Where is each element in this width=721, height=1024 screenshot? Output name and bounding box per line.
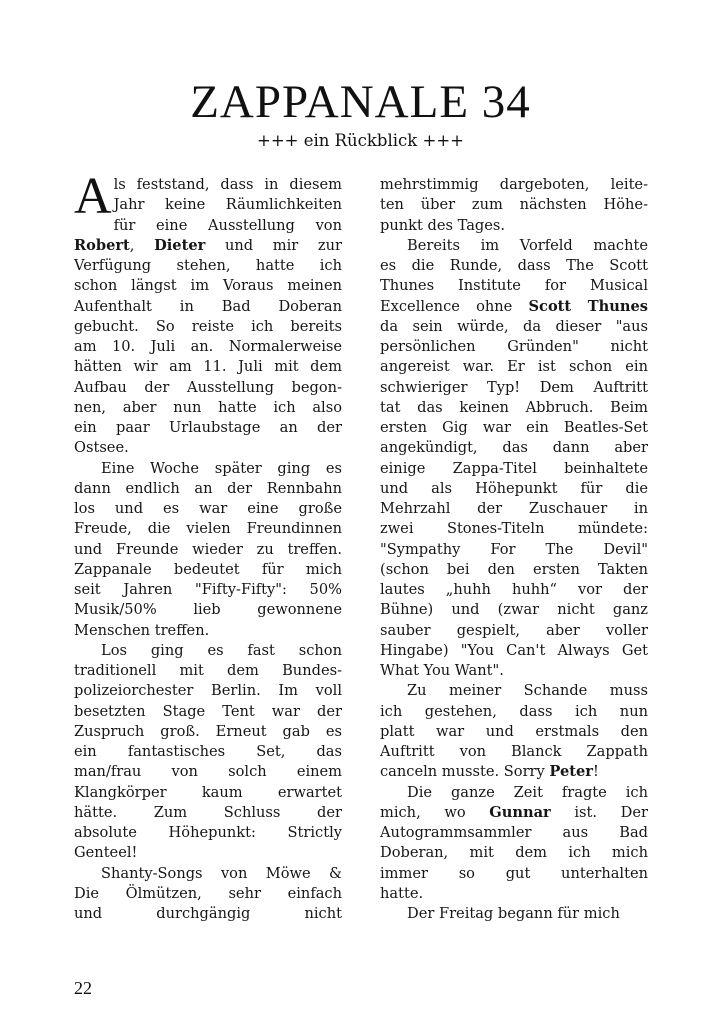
text-run: Doberan, mit dem ich mich — [380, 844, 648, 862]
text-run: tat das keinen Abbruch. Beim — [380, 398, 648, 416]
text-line — [74, 438, 342, 458]
text-line — [74, 722, 342, 742]
text-line — [380, 337, 648, 357]
text-run: sauber gespielt, aber voller — [380, 621, 648, 639]
text-line — [74, 195, 342, 215]
text-run: ist. Der — [550, 803, 648, 821]
text-run: absolute Höhepunkt: Strictly — [74, 824, 342, 841]
bold-name: Scott Thunes — [528, 297, 648, 315]
text-line — [380, 317, 648, 337]
text-line — [380, 378, 648, 398]
text-run: , — [129, 236, 155, 254]
text-line — [380, 803, 648, 823]
text-line — [74, 803, 342, 823]
text-line — [74, 681, 342, 701]
text-run: ein paar Urlaubstage an der — [74, 419, 342, 436]
text-run: Menschen treffen. — [74, 621, 210, 639]
text-line — [380, 742, 648, 762]
text-run: polizeiorchester Berlin. Im voll — [74, 682, 342, 700]
text-run: man/frau von solch einem — [74, 763, 342, 781]
text-line — [74, 621, 342, 641]
text-line — [74, 540, 342, 560]
text-line — [74, 864, 342, 884]
text-run: hätten wir am 11. Juli mit dem — [74, 358, 342, 376]
text-run: ! — [593, 763, 599, 781]
text-line — [74, 661, 342, 681]
text-run: Zuspruch groß. Erneut gab es — [74, 722, 342, 740]
text-run: Bühne) und (zwar nicht ganz — [380, 601, 648, 619]
text-run: (schon bei den ersten Takten — [380, 560, 648, 578]
text-line — [380, 702, 648, 722]
text-run: und Freunde wieder zu treffen. — [74, 540, 342, 558]
text-line — [380, 904, 648, 924]
text-run: Mehrzahl der Zuschauer in — [380, 500, 648, 517]
text-run: Aufenthalt in Bad Doberan — [74, 297, 342, 315]
text-run: persönlichen Gründen" nicht — [380, 338, 648, 355]
text-line — [74, 317, 342, 337]
text-line — [380, 276, 648, 296]
text-run: ein fantastisches Set, das — [74, 743, 342, 760]
text-line — [380, 175, 648, 195]
text-run: da sein würde, da dieser "aus — [380, 317, 648, 335]
text-line — [74, 884, 342, 904]
text-run: Autogrammsammler aus Bad — [380, 824, 648, 841]
text-line — [74, 580, 342, 600]
text-line — [380, 600, 648, 620]
text-line — [380, 661, 648, 681]
text-run: besetzten Stage Tent war der — [74, 702, 342, 720]
text-line — [74, 823, 342, 843]
text-run: nen, aber nun hatte ich also — [74, 398, 342, 416]
text-run: und mir zur — [205, 236, 342, 254]
text-run: traditionell mit dem Bundes- — [74, 662, 342, 679]
text-line — [380, 195, 648, 215]
text-run: Verfügung stehen, hatte ich — [74, 257, 342, 274]
text-line — [380, 418, 648, 438]
text-line — [74, 398, 342, 418]
text-line — [380, 540, 648, 560]
text-run: am 10. Juli an. Normalerweise — [74, 338, 342, 355]
text-run: angereist war. Er ist schon ein — [380, 358, 648, 376]
text-run: schwieriger Typ! Dem Auftritt — [380, 378, 648, 396]
text-line — [74, 418, 342, 438]
text-line — [74, 783, 342, 803]
text-line — [380, 357, 648, 377]
text-line — [380, 459, 648, 479]
text-run: los und es war eine große — [74, 500, 342, 517]
text-line — [380, 236, 648, 256]
text-line — [74, 459, 342, 479]
text-line — [74, 297, 342, 317]
text-line — [74, 499, 342, 519]
text-run: ten über zum nächsten Höhe- — [380, 196, 648, 214]
bold-name: Robert — [74, 236, 130, 254]
text-run: für eine Ausstellung von — [113, 216, 342, 234]
text-line — [380, 621, 648, 641]
text-run: Aufbau der Ausstellung begon- — [74, 378, 342, 396]
text-run: Genteel! — [74, 844, 138, 862]
text-run: Bereits im Vorfeld machte — [407, 236, 648, 254]
text-line — [380, 216, 648, 236]
text-run: zwei Stones-Titeln mündete: — [380, 520, 648, 538]
text-run: schon längst im Voraus meinen — [74, 277, 342, 295]
text-line — [74, 256, 342, 276]
text-line — [380, 297, 648, 317]
text-run: ersten Gig war ein Beatles-Set — [380, 419, 648, 436]
text-line — [74, 904, 342, 924]
text-line — [74, 357, 342, 377]
text-line — [74, 702, 342, 722]
text-run: Die Ölmützen, sehr einfach — [74, 884, 342, 902]
text-run: lautes „huhh huhh“ vor der — [380, 581, 648, 598]
text-run: Ostsee. — [74, 439, 129, 457]
text-run: Freude, die vielen Freundinnen — [74, 520, 342, 538]
text-line — [74, 337, 342, 357]
bold-name: Gunnar — [489, 803, 551, 821]
text-line — [380, 641, 648, 661]
text-run: What You Want". — [380, 662, 504, 679]
text-run: Zu meiner Schande muss — [407, 682, 648, 700]
text-line — [74, 216, 342, 236]
text-run: seit Jahren "Fifty-Fifty": 50% — [74, 581, 342, 598]
text-line — [74, 600, 342, 620]
text-line — [380, 580, 648, 600]
page-number: 22 — [74, 978, 92, 998]
text-line — [380, 783, 648, 803]
text-run: Hingabe) "You Can't Always Get — [380, 641, 648, 659]
text-run: es die Runde, dass The Scott — [380, 257, 648, 274]
text-run: Excellence ohne — [380, 297, 529, 315]
text-run: dann endlich an der Rennbahn — [74, 479, 342, 497]
text-line — [380, 519, 648, 539]
text-line — [74, 762, 342, 782]
text-line — [74, 378, 342, 398]
text-line — [380, 762, 648, 782]
text-run: und als Höhepunkt für die — [380, 479, 648, 497]
text-run: gebucht. So reiste ich bereits — [74, 317, 342, 335]
text-line — [380, 398, 648, 418]
text-line — [74, 641, 342, 661]
left-column — [74, 168, 342, 924]
text-line — [380, 499, 648, 519]
article-title: ZAPPANALE 34 — [190, 76, 531, 128]
text-run: ich gestehen, dass ich nun — [380, 702, 648, 720]
text-run: und durchgängig nicht — [74, 905, 342, 922]
text-line — [74, 742, 342, 762]
text-line — [74, 560, 342, 580]
article-subtitle: +++ ein Rückblick +++ — [257, 131, 464, 150]
bold-name: Dieter — [154, 236, 206, 254]
text-run: angekündigt, das dann aber — [380, 439, 648, 457]
text-run: mich, wo — [380, 803, 490, 821]
text-run: punkt des Tages. — [380, 216, 506, 234]
text-line — [74, 175, 342, 195]
text-run: platt war und erstmals den — [380, 722, 648, 740]
text-line — [380, 722, 648, 742]
text-run: Die ganze Zeit fragte ich — [407, 783, 648, 801]
text-run: Eine Woche später ging es — [101, 459, 342, 477]
text-run: Auftritt von Blanck Zappath — [380, 743, 648, 760]
text-line — [380, 560, 648, 580]
right-column — [380, 175, 648, 924]
text-run: "Sympathy For The Devil" — [380, 540, 648, 558]
text-line — [380, 438, 648, 458]
text-run: canceln musste. Sorry — [380, 763, 550, 781]
text-run: ls feststand, dass in diesem — [113, 176, 342, 193]
text-line — [380, 823, 648, 843]
text-run: immer so gut unterhalten — [380, 864, 648, 882]
bold-name: Peter — [549, 763, 593, 781]
text-run: Thunes Institute for Musical — [380, 277, 648, 295]
text-line — [74, 843, 342, 863]
text-run: Jahr keine Räumlichkeiten — [113, 196, 342, 214]
text-run: einige Zappa-Titel beinhaltete — [380, 459, 648, 477]
text-line — [74, 519, 342, 539]
text-run: hatte. — [380, 884, 424, 902]
text-run: Klangkörper kaum erwartet — [74, 783, 342, 801]
text-line — [380, 479, 648, 499]
text-line — [380, 681, 648, 701]
text-run: Shanty-Songs von Möwe & — [101, 864, 342, 882]
text-line — [380, 884, 648, 904]
text-run: mehrstimmig dargeboten, leite- — [380, 176, 648, 193]
text-line — [380, 843, 648, 863]
text-line — [74, 236, 342, 256]
text-line — [380, 864, 648, 884]
text-run: Zappanale bedeutet für mich — [74, 560, 342, 578]
drop-cap: A — [74, 168, 112, 225]
text-run: Los ging es fast schon — [101, 641, 342, 659]
text-run: Musik/50% lieb gewonnene — [74, 601, 342, 619]
text-line — [380, 256, 648, 276]
text-run: hätte. Zum Schluss der — [74, 803, 342, 821]
text-run: Der Freitag begann für mich — [407, 905, 620, 922]
text-line — [74, 479, 342, 499]
text-line — [74, 276, 342, 296]
